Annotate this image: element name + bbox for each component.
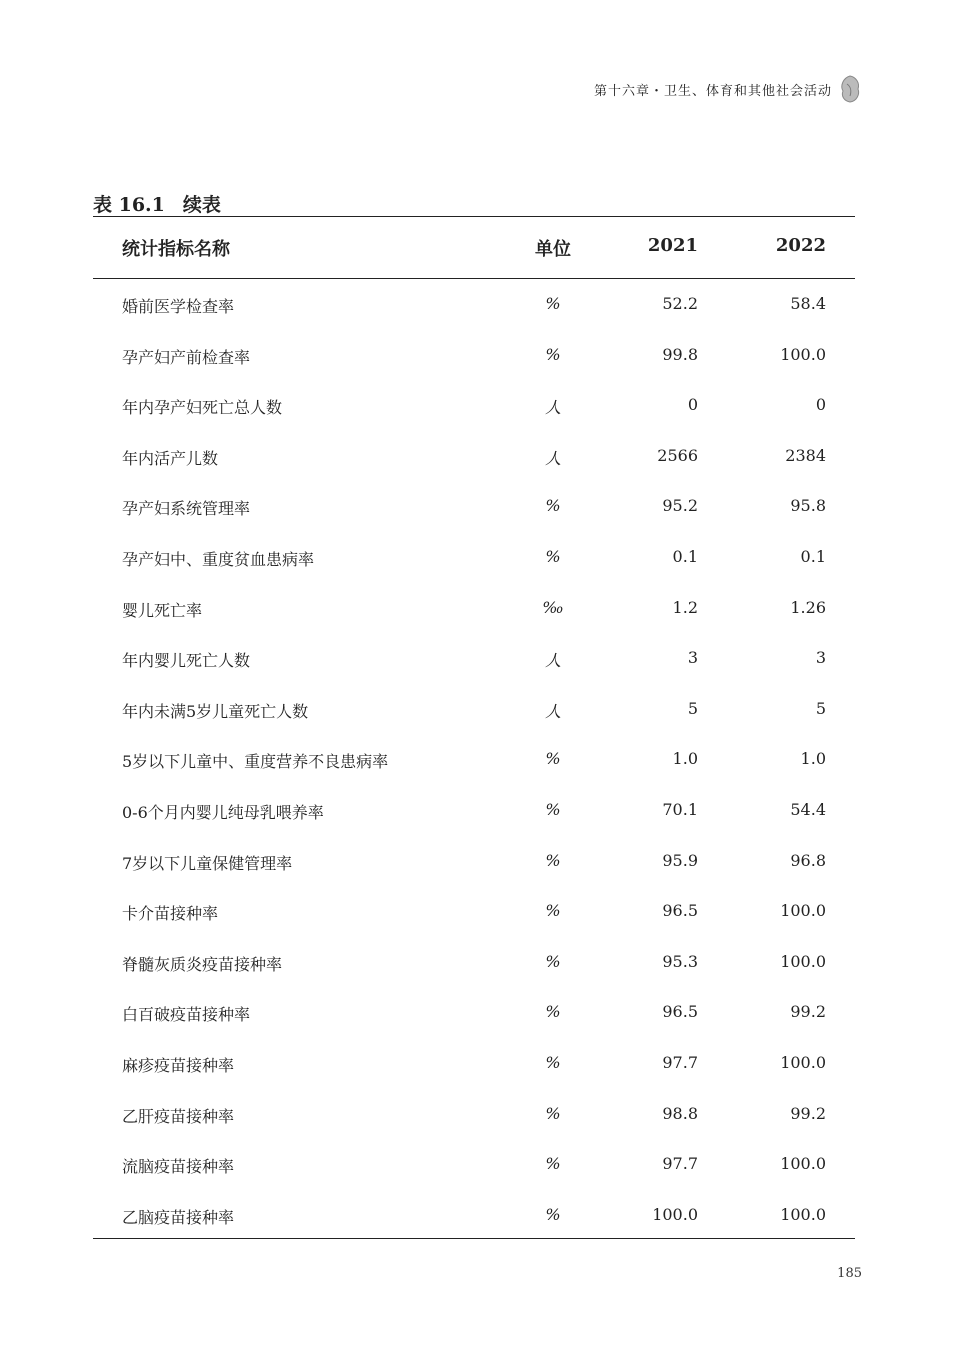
table-row xyxy=(93,683,855,734)
indicator-name-cell: 麻疹疫苗接种率 xyxy=(122,1055,235,1075)
unit-cell: % xyxy=(545,850,561,870)
table-row xyxy=(93,1189,855,1240)
value-2021-cell: 97.7 xyxy=(662,1154,698,1174)
value-2022-cell: 100.0 xyxy=(780,951,826,971)
table-row xyxy=(93,480,855,531)
value-2021-cell: 0 xyxy=(687,395,698,415)
unit-cell: 人 xyxy=(544,448,561,468)
table-row xyxy=(93,1088,855,1139)
table-row xyxy=(93,430,855,481)
indicator-name-cell: 乙脑疫苗接种率 xyxy=(122,1207,235,1227)
table-row xyxy=(93,278,855,329)
indicator-name-cell: 婚前医学检查率 xyxy=(122,297,235,316)
table-caption xyxy=(93,190,221,217)
indicator-name-cell: 年内未满5岁儿童死亡人数 xyxy=(122,701,309,721)
indicator-name-cell: 婴儿死亡率 xyxy=(122,600,203,620)
value-2022-cell: 100.0 xyxy=(780,1154,826,1174)
value-2021-cell: 70.1 xyxy=(662,799,698,819)
table-header-row xyxy=(93,216,855,278)
indicator-name-cell: 白百破疫苗接种率 xyxy=(122,1005,251,1025)
indicator-name-cell: 乙肝疫苗接种率 xyxy=(122,1106,235,1126)
table-row xyxy=(93,582,855,633)
header-indicator-name: 统计指标名称 xyxy=(122,239,230,260)
caption-number: 表 16.1 xyxy=(93,194,165,216)
indicator-name-cell: 流脑疫苗接种率 xyxy=(122,1157,235,1177)
table-row xyxy=(93,835,855,886)
caption-title: 续表 xyxy=(182,194,221,216)
unit-cell: % xyxy=(545,799,561,819)
unit-cell: % xyxy=(545,1103,561,1123)
indicator-name-cell: 5岁以下儿童中、重度营养不良患病率 xyxy=(122,752,389,772)
indicator-name-cell: 年内孕产妇死亡总人数 xyxy=(122,398,283,418)
value-2021-cell: 95.2 xyxy=(662,496,698,516)
indicator-name-cell: 脊髓灰质炎疫苗接种率 xyxy=(122,954,283,974)
unit-cell: % xyxy=(545,1154,561,1174)
indicator-name-cell: 孕产妇产前检查率 xyxy=(122,347,251,367)
value-2021-cell: 2566 xyxy=(657,445,698,465)
value-2022-cell: 100.0 xyxy=(780,1204,826,1224)
value-2021-cell: 95.3 xyxy=(662,951,698,971)
table-bottom-rule xyxy=(93,1238,855,1239)
value-2022-cell: 58.4 xyxy=(790,294,826,313)
value-2022-cell: 99.2 xyxy=(790,1002,826,1022)
value-2021-cell: 52.2 xyxy=(662,294,698,313)
unit-cell: % xyxy=(545,344,561,364)
value-2021-cell: 1.0 xyxy=(672,749,698,769)
value-2021-cell: 5 xyxy=(687,698,698,718)
unit-cell: % xyxy=(545,749,561,769)
header-year-2022: 2022 xyxy=(775,235,826,256)
unit-cell: % xyxy=(545,294,561,313)
value-2022-cell: 1.0 xyxy=(800,749,826,769)
table-row xyxy=(93,733,855,784)
value-2021-cell: 97.7 xyxy=(662,1052,698,1072)
table-row xyxy=(93,936,855,987)
value-2022-cell: 5 xyxy=(815,698,826,718)
indicator-name-cell: 0-6个月内婴儿纯母乳喂养率 xyxy=(122,802,324,822)
value-2021-cell: 96.5 xyxy=(662,901,698,921)
value-2021-cell: 99.8 xyxy=(662,344,698,364)
table-row xyxy=(93,885,855,936)
value-2021-cell: 100.0 xyxy=(652,1204,698,1224)
unit-cell: 人 xyxy=(544,398,561,418)
value-2022-cell: 100.0 xyxy=(780,901,826,921)
value-2022-cell: 1.26 xyxy=(790,597,826,617)
value-2021-cell: 98.8 xyxy=(662,1103,698,1123)
unit-cell: % xyxy=(545,546,561,566)
value-2022-cell: 99.2 xyxy=(790,1103,826,1123)
indicator-name-cell: 孕产妇系统管理率 xyxy=(122,499,251,519)
indicator-name-cell: 孕产妇中、重度贫血患病率 xyxy=(122,549,315,569)
header-unit: 单位 xyxy=(535,239,571,260)
value-2022-cell: 3 xyxy=(815,648,826,668)
unit-cell: % xyxy=(545,496,561,516)
table-body xyxy=(93,278,855,1238)
table-row xyxy=(93,379,855,430)
value-2022-cell: 100.0 xyxy=(780,344,826,364)
value-2021-cell: 0.1 xyxy=(672,546,698,566)
chapter-ornament-icon xyxy=(838,74,862,104)
unit-cell: % xyxy=(545,901,561,921)
table-row xyxy=(93,986,855,1037)
unit-cell: 人 xyxy=(544,651,561,671)
unit-cell: % xyxy=(545,1204,561,1224)
table-row xyxy=(93,1138,855,1189)
indicator-name-cell: 年内婴儿死亡人数 xyxy=(122,651,251,671)
table-row xyxy=(93,329,855,380)
unit-cell: % xyxy=(545,1002,561,1022)
page-number: 185 xyxy=(837,1266,862,1281)
table-row xyxy=(93,784,855,835)
table-row xyxy=(93,632,855,683)
header-year-2021: 2021 xyxy=(647,235,698,256)
value-2022-cell: 100.0 xyxy=(780,1052,826,1072)
value-2021-cell: 3 xyxy=(687,648,698,668)
value-2022-cell: 95.8 xyxy=(790,496,826,516)
table-row xyxy=(93,1037,855,1088)
table-row xyxy=(93,531,855,582)
unit-cell: 人 xyxy=(544,701,561,721)
unit-cell: % xyxy=(545,951,561,971)
value-2022-cell: 0 xyxy=(815,395,826,415)
indicator-name-cell: 7岁以下儿童保健管理率 xyxy=(122,853,293,873)
value-2021-cell: 1.2 xyxy=(672,597,698,617)
indicator-name-cell: 卡介苗接种率 xyxy=(122,904,219,924)
value-2022-cell: 0.1 xyxy=(800,546,826,566)
value-2021-cell: 95.9 xyxy=(662,850,698,870)
value-2021-cell: 96.5 xyxy=(662,1002,698,1022)
value-2022-cell: 2384 xyxy=(785,445,826,465)
unit-cell: ‰ xyxy=(542,597,564,617)
running-header: 第十六章・卫生、体育和其他社会活动 xyxy=(593,84,832,99)
value-2022-cell: 96.8 xyxy=(790,850,826,870)
value-2022-cell: 54.4 xyxy=(790,799,826,819)
unit-cell: % xyxy=(545,1052,561,1072)
indicator-name-cell: 年内活产儿数 xyxy=(122,448,219,468)
